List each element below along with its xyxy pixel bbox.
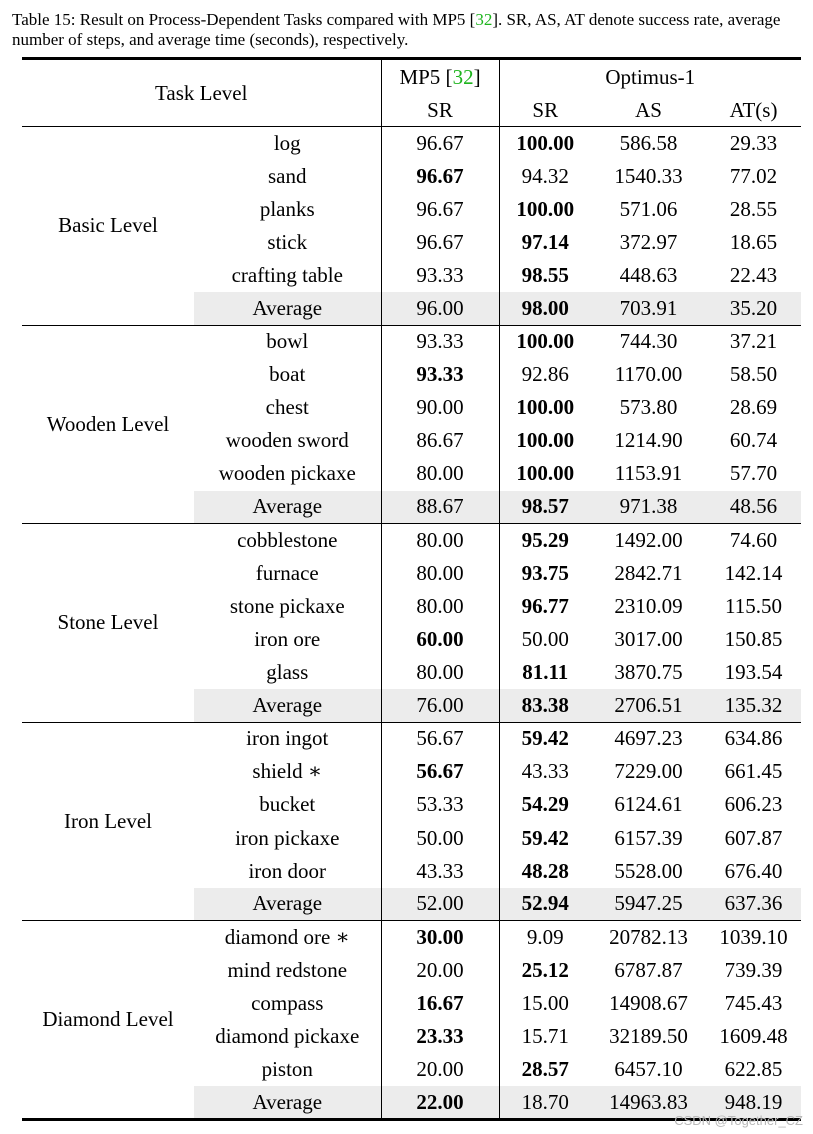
as-value: 14963.83 [591,1086,706,1119]
task-name: stone pickaxe [194,590,381,623]
mp5-sr-value: 96.67 [381,226,499,259]
task-name: wooden sword [194,424,381,457]
as-value: 5528.00 [614,858,683,883]
at-value: 74.60 [729,527,778,552]
sr-value: 93.75 [521,560,569,585]
as-value: 448.63 [619,262,678,287]
as-value: 6157.39 [614,825,683,850]
level-label: Diamond Level [42,1007,174,1032]
at-value: 1609.48 [719,1024,788,1049]
sr-value: 81.11 [522,660,569,685]
as-value: 703.91 [591,292,706,325]
mp5-sr-value: 93.33 [381,358,499,391]
group-basic-level [22,127,801,326]
mp5-sr-value: 93.33 [381,325,499,358]
at-value: 622.85 [724,1057,783,1082]
mp5-sr-value: 96.67 [381,193,499,226]
mp5-close: ] [473,64,481,89]
task-name: shield ∗ [194,755,381,788]
mp5-sr-value: 93.33 [381,259,499,292]
sr-value: 98.57 [499,491,591,524]
task-name: cobblestone [194,524,381,557]
table-row [22,127,801,160]
task-name: planks [194,193,381,226]
mp5-sr-value: 80.00 [381,656,499,689]
sr-value: 100.00 [516,196,575,221]
at-header: AT(s) [729,97,778,122]
mp5-header [381,59,499,95]
mp5-sr-value: 50.00 [381,821,499,854]
at-value: 948.19 [706,1086,801,1119]
sr-value: 83.38 [499,689,591,722]
group-stone-level [22,524,801,723]
task-name: stick [194,226,381,259]
as-value: 6787.87 [614,957,683,982]
sr-value: 100.00 [516,329,575,354]
as-value: 1492.00 [614,527,683,552]
as-value: 573.80 [619,395,678,420]
as-value: 586.58 [619,130,678,155]
as-value: 372.97 [619,229,678,254]
task-name: Average [194,292,381,325]
task-name: piston [194,1053,381,1086]
sr-value: 94.32 [521,163,569,188]
sr-value: 18.70 [499,1086,591,1119]
mp5-reference-link[interactable]: 32 [452,64,474,89]
mp5-sr-value: 80.00 [381,590,499,623]
mp5-sr-value: 16.67 [381,987,499,1020]
sr-value: 100.00 [516,428,575,453]
task-name: chest [194,391,381,424]
sr-header: SR [532,97,559,122]
mp5-sr-value: 88.67 [381,491,499,524]
mp5-sr-header: SR [381,94,499,127]
sr-value: 48.28 [521,858,569,883]
mp5-sr-value: 56.67 [381,755,499,788]
at-value: 606.23 [724,792,783,817]
mp5-label: MP5 [ [399,64,453,89]
mp5-sr-value: 96.67 [381,160,499,193]
sr-value: 95.29 [521,527,569,552]
sr-value: 92.86 [521,362,569,387]
at-value: 48.56 [706,491,801,524]
sr-value: 15.71 [521,1024,569,1049]
as-value: 1540.33 [614,163,683,188]
mp5-sr-value: 43.33 [381,855,499,888]
group-wooden-level [22,325,801,524]
at-value: 115.50 [725,593,783,618]
at-value: 35.20 [706,292,801,325]
table-caption [12,10,812,50]
sr-value: 15.00 [521,990,569,1015]
mp5-sr-value: 90.00 [381,391,499,424]
sr-value: 97.14 [521,229,569,254]
mp5-sr-value: 60.00 [381,623,499,656]
as-value: 1214.90 [614,428,683,453]
as-header: AS [635,97,662,122]
at-value: 739.39 [724,957,783,982]
task-name: iron door [194,855,381,888]
at-value: 150.85 [724,626,783,651]
at-value: 77.02 [729,163,778,188]
mp5-sr-value: 96.00 [381,292,499,325]
as-value: 5947.25 [591,888,706,921]
sr-value: 43.33 [521,759,569,784]
mp5-sr-value: 96.67 [381,127,499,160]
at-value: 22.43 [729,262,778,287]
sr-value: 54.29 [521,792,569,817]
as-value: 32189.50 [609,1024,688,1049]
group-diamond-level [22,921,801,1120]
caption-prefix: Table 15: Result on Process-Dependent Tasks compared with MP5 [ [12,10,476,29]
level-label: Stone Level [57,610,159,635]
task-name: diamond ore ∗ [194,921,381,954]
at-value: 637.36 [706,888,801,921]
as-value: 3017.00 [614,626,683,651]
as-value: 6124.61 [614,792,683,817]
mp5-sr-value: 30.00 [381,921,499,954]
task-name: glass [194,656,381,689]
level-label: Basic Level [58,213,158,238]
sr-value: 100.00 [516,461,575,486]
sr-value: 100.00 [516,130,575,155]
at-value: 607.87 [724,825,783,850]
table-header [22,59,801,127]
task-name: sand [194,160,381,193]
at-value: 37.21 [729,329,778,354]
task-name: Average [194,888,381,921]
mp5-sr-value: 86.67 [381,424,499,457]
sr-value: 98.00 [499,292,591,325]
as-value: 4697.23 [614,726,683,751]
at-value: 58.50 [729,362,778,387]
at-value: 18.65 [729,229,778,254]
sr-value: 100.00 [516,395,575,420]
as-value: 744.30 [619,329,678,354]
group-iron-level [22,722,801,921]
mp5-sr-value: 23.33 [381,1020,499,1053]
as-value: 1170.00 [614,362,683,387]
sr-value: 96.77 [521,593,569,618]
sr-value: 52.94 [499,888,591,921]
level-label: Iron Level [63,808,153,833]
as-value: 571.06 [619,196,678,221]
level-label: Wooden Level [46,411,170,436]
table-row [22,921,801,954]
task-name: mind redstone [194,954,381,987]
as-value: 7229.00 [614,759,683,784]
as-value: 971.38 [591,491,706,524]
task-name: Average [194,1086,381,1119]
at-value: 1039.10 [719,925,788,950]
at-value: 661.45 [724,759,783,784]
mp5-sr-value: 20.00 [381,1053,499,1086]
as-value: 14908.67 [609,990,688,1015]
as-value: 1153.91 [614,461,683,486]
sr-value: 28.57 [521,1057,569,1082]
task-name: crafting table [194,259,381,292]
at-value: 142.14 [724,560,783,585]
at-value: 28.55 [729,196,778,221]
task-name: Average [194,689,381,722]
task-name: iron ingot [194,722,381,755]
mp5-sr-value: 22.00 [381,1086,499,1119]
table-row [22,722,801,755]
table-row [22,325,801,358]
task-name: furnace [194,557,381,590]
mp5-sr-value: 80.00 [381,457,499,490]
watermark: CSDN @Together_CZ [674,1113,803,1128]
at-value: 135.32 [706,689,801,722]
mp5-sr-value: 80.00 [381,557,499,590]
at-value: 634.86 [724,726,783,751]
at-value: 57.70 [729,461,778,486]
mp5-sr-value: 76.00 [381,689,499,722]
at-value: 193.54 [724,660,783,685]
task-name: Average [194,491,381,524]
task-name: log [194,127,381,160]
task-name: iron pickaxe [194,821,381,854]
task-name: iron ore [194,623,381,656]
task-name: bowl [194,325,381,358]
at-value: 28.69 [729,395,778,420]
mp5-sr-value: 20.00 [381,954,499,987]
task-level-header: Task Level [22,59,381,127]
optimus-header: Optimus-1 [605,64,696,89]
sr-value: 50.00 [521,626,569,651]
as-value: 2310.09 [614,593,683,618]
sr-value: 59.42 [521,726,569,751]
sr-value: 59.42 [521,825,569,850]
task-name: bucket [194,788,381,821]
task-name: diamond pickaxe [194,1020,381,1053]
sr-value: 25.12 [521,957,569,982]
sr-value: 9.09 [526,925,564,950]
task-name: boat [194,358,381,391]
sr-value: 98.55 [521,262,569,287]
as-value: 2842.71 [614,560,683,585]
task-name: compass [194,987,381,1020]
caption-reference-link[interactable]: 32 [475,10,493,29]
at-value: 29.33 [729,130,778,155]
as-value: 20782.13 [609,925,688,950]
at-value: 60.74 [729,428,778,453]
as-value: 2706.51 [591,689,706,722]
task-name: wooden pickaxe [194,457,381,490]
caption-suffix: ]. SR, AS, AT denote success rate, average number of steps, and average time (seconds), respectively. [12,10,781,49]
results-table [22,57,801,1121]
table-row [22,524,801,557]
mp5-sr-value: 52.00 [381,888,499,921]
as-value: 6457.10 [614,1057,683,1082]
at-value: 745.43 [724,990,783,1015]
as-value: 3870.75 [614,660,683,685]
mp5-sr-value: 56.67 [381,722,499,755]
mp5-sr-value: 53.33 [381,788,499,821]
mp5-sr-value: 80.00 [381,524,499,557]
at-value: 676.40 [724,858,783,883]
